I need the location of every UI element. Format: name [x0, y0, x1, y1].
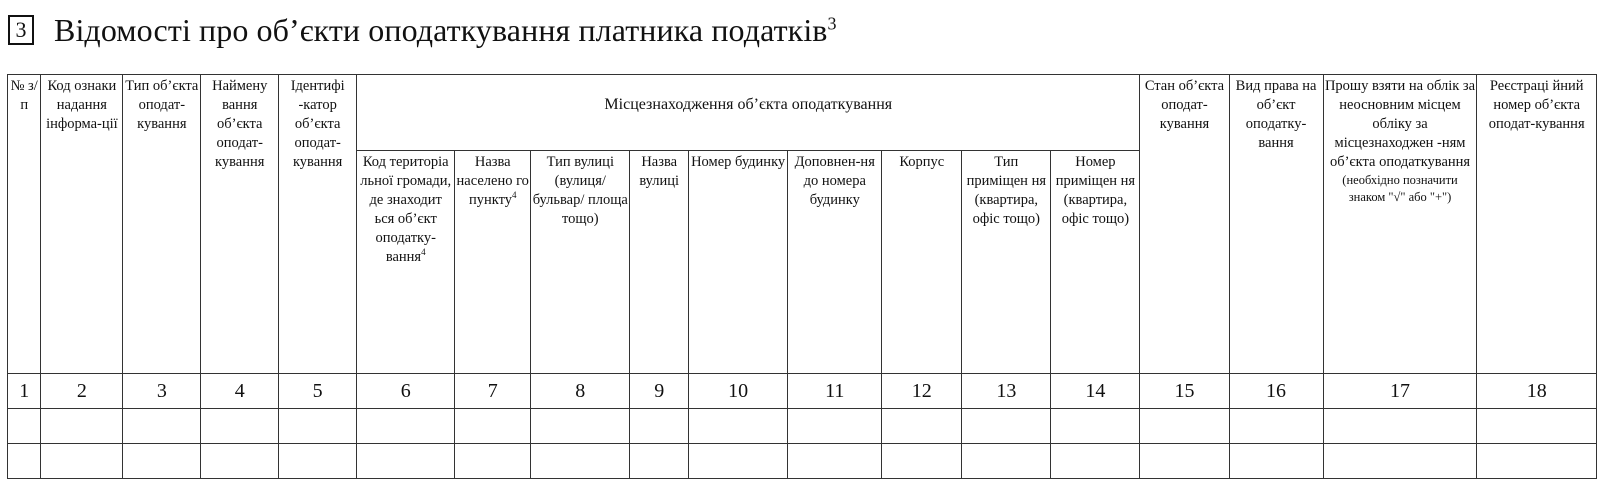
header-object-name: Наймену вання об’єкта оподат-кування — [201, 75, 279, 374]
empty-cell[interactable] — [201, 444, 279, 479]
column-number: 16 — [1229, 374, 1323, 409]
header-building-block: Корпус — [882, 151, 962, 374]
header-settlement-name — [455, 151, 531, 374]
section-title-footnote: 3 — [827, 12, 837, 33]
empty-cell[interactable] — [689, 409, 788, 444]
empty-cell[interactable] — [1477, 409, 1597, 444]
tax-objects-table — [7, 74, 1597, 479]
column-number: 6 — [357, 374, 455, 409]
header-street-type: Тип вулиці (вулиця/ бульвар/ площа тощо) — [531, 151, 630, 374]
column-number: 17 — [1323, 374, 1477, 409]
header-row-number: № з/п — [8, 75, 41, 374]
empty-cell[interactable] — [962, 444, 1051, 479]
empty-cell[interactable] — [41, 444, 123, 479]
header-premises-type: Тип приміщен ня (квартира, офіс тощо) — [962, 151, 1051, 374]
table-row — [8, 444, 1597, 479]
column-number: 4 — [201, 374, 279, 409]
header-object-type: Тип об’єкта оподат-кування — [123, 75, 201, 374]
empty-cell[interactable] — [41, 409, 123, 444]
empty-cell[interactable] — [788, 409, 882, 444]
section-title — [54, 12, 837, 49]
column-number: 5 — [279, 374, 357, 409]
empty-cell[interactable] — [201, 409, 279, 444]
empty-cell[interactable] — [531, 409, 630, 444]
empty-cell[interactable] — [455, 409, 531, 444]
table-row — [8, 409, 1597, 444]
column-number: 12 — [882, 374, 962, 409]
empty-cell[interactable] — [1229, 444, 1323, 479]
empty-cell[interactable] — [8, 444, 41, 479]
header-premises-number: Номер приміщен ня (квартира, офіс тощо) — [1051, 151, 1140, 374]
empty-cell[interactable] — [1229, 409, 1323, 444]
empty-cell[interactable] — [689, 444, 788, 479]
column-number: 2 — [41, 374, 123, 409]
empty-cell[interactable] — [962, 409, 1051, 444]
empty-cell[interactable] — [1140, 409, 1229, 444]
column-numbers-row — [8, 374, 1597, 409]
header-secondary-registration — [1323, 75, 1477, 374]
empty-cell[interactable] — [1051, 409, 1140, 444]
column-number: 3 — [123, 374, 201, 409]
empty-cell[interactable] — [630, 444, 689, 479]
empty-cell[interactable] — [788, 444, 882, 479]
section-header — [8, 8, 837, 52]
empty-cell[interactable] — [1323, 409, 1477, 444]
empty-cell[interactable] — [882, 444, 962, 479]
header-info-code: Код ознаки надання інформа-ції — [41, 75, 123, 374]
empty-cell[interactable] — [357, 444, 455, 479]
header-secondary-registration-note: (необхідно позначити знаком "√" або "+") — [1342, 173, 1458, 204]
empty-cell[interactable] — [357, 409, 455, 444]
column-number: 18 — [1477, 374, 1597, 409]
column-number: 10 — [689, 374, 788, 409]
header-community-code-footnote: 4 — [421, 247, 426, 258]
empty-cell[interactable] — [123, 444, 201, 479]
column-number: 15 — [1140, 374, 1229, 409]
column-number: 11 — [788, 374, 882, 409]
header-community-code-text: Код територіа льної громади, де знаходит ься об’єкт оподатку-вання — [360, 154, 452, 265]
empty-cell[interactable] — [1477, 444, 1597, 479]
header-street-name: Назва вулиці — [630, 151, 689, 374]
column-number: 1 — [8, 374, 41, 409]
column-number: 7 — [455, 374, 531, 409]
empty-cell[interactable] — [279, 409, 357, 444]
empty-cell[interactable] — [8, 409, 41, 444]
header-building-number: Номер будинку — [689, 151, 788, 374]
header-object-id: Ідентифі -катор об’єкта оподат-кування — [279, 75, 357, 374]
empty-cell[interactable] — [455, 444, 531, 479]
header-registration-number: Реєстраці йний номер об’єкта оподат-кування — [1477, 75, 1597, 374]
column-number: 9 — [630, 374, 689, 409]
empty-cell[interactable] — [279, 444, 357, 479]
header-settlement-name-text: Назва населено го пункту — [456, 154, 529, 208]
empty-cell[interactable] — [1051, 444, 1140, 479]
header-object-status: Стан об’єкта оподат-кування — [1140, 75, 1229, 374]
header-right-type: Вид права на об’єкт оподатку-вання — [1229, 75, 1323, 374]
header-location-group: Місцезнаходження об’єкта оподаткування — [357, 75, 1140, 151]
header-settlement-name-footnote: 4 — [512, 190, 517, 201]
empty-cell[interactable] — [123, 409, 201, 444]
section-title-text: Відомості про об’єкти оподаткування платника податків — [54, 11, 828, 48]
column-number: 14 — [1051, 374, 1140, 409]
column-number: 8 — [531, 374, 630, 409]
header-community-code — [357, 151, 455, 374]
header-building-suffix: Доповнен-ня до номера будинку — [788, 151, 882, 374]
column-number: 13 — [962, 374, 1051, 409]
empty-cell[interactable] — [1140, 444, 1229, 479]
section-number-box: 3 — [8, 15, 34, 45]
empty-cell[interactable] — [531, 444, 630, 479]
empty-cell[interactable] — [630, 409, 689, 444]
empty-cell[interactable] — [1323, 444, 1477, 479]
empty-cell[interactable] — [882, 409, 962, 444]
header-secondary-registration-text: Прошу взяти на облік за неосновним місцем обліку за місцезнаходжен -ням об’єкта оподаткування — [1324, 78, 1476, 170]
